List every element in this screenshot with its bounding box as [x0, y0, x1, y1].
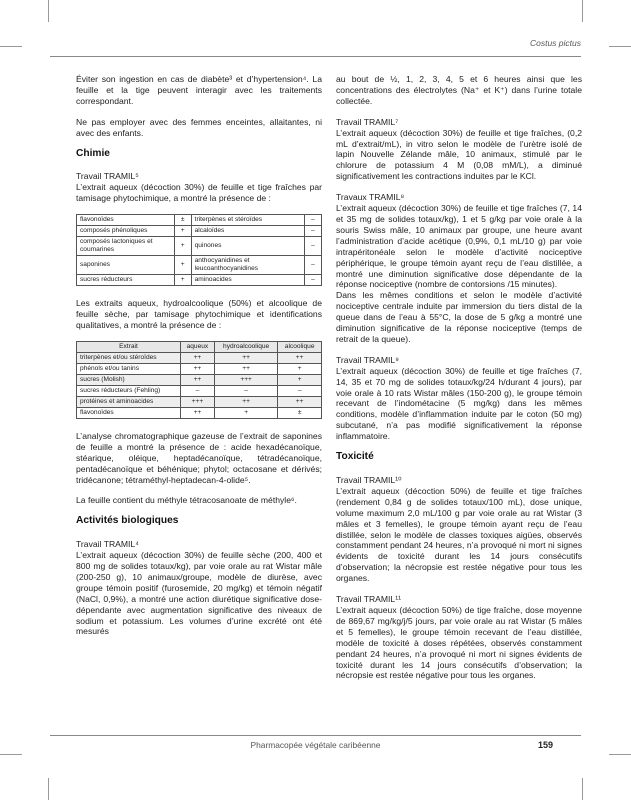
table-row — [77, 226, 322, 237]
section-heading-toxicite: Toxicité — [336, 451, 374, 463]
page-number: 159 — [537, 740, 553, 750]
table-cell: + — [278, 374, 322, 385]
table-row — [77, 374, 322, 385]
table-cell: ++ — [180, 363, 214, 374]
table-cell: triterpènes et/ou stéroïdes — [77, 352, 181, 363]
table-cell: saponines — [77, 256, 175, 275]
table-cell: flavonoïdes — [77, 215, 175, 226]
phytochemical-table — [76, 214, 322, 286]
table-cell: – — [180, 385, 214, 396]
table-cell: + — [174, 256, 191, 275]
header-rule — [50, 56, 581, 57]
table-cell: sucres réducteurs (Fehling) — [77, 385, 181, 396]
table-cell: sucres réducteurs — [77, 275, 175, 286]
table-cell: – — [278, 385, 322, 396]
table-cell: + — [174, 237, 191, 256]
table-cell: ++ — [180, 374, 214, 385]
crop-mark — [0, 46, 22, 47]
extracts-paragraph: Les extraits aqueux, hydroalcoolique (50%) et alcoolique de feuille sèche, par tamisage phytochimique et identifications qualitatives, a montré la présence de : — [76, 298, 322, 330]
running-title: Costus pictus — [529, 38, 581, 48]
crop-mark — [0, 754, 22, 755]
crop-mark — [582, 778, 583, 800]
study-paragraph: L’extrait aqueux (décoction 50%) de tige fraîche, dose moyenne de 869,67 mg/kg/j/5 jours, par voie orale au rat Wistar (5 mâles et 5 femelles), le groupe témoin recevant de l’eau distillée, modèle de toxicité à doses répétées, observés constamment pendant 24 heures, n’a provoqué ni mort ni signes évidents de toxicité durant les 14 jours consécutifs d’observation; la nécropsie est restée négative pour tous les organes. — [336, 604, 582, 681]
table-row — [77, 396, 322, 407]
study-paragraph: L’extrait aqueux (décoction 30%) de feuille et tige fraîches, (0,2 mL d’extrait/mL), in vitro selon le modèle de l’urètre isolé de lapin Nouvelle Zélande mâle, 10 animaux, stimulé par le chlorure de potassium 4 M (0,08 mM/L), a diminué significativement les contractions induites par le KCl. — [336, 127, 582, 182]
table-row — [77, 363, 322, 374]
table-cell: ++ — [278, 396, 322, 407]
table-cell: protéines et aminoacides — [77, 396, 181, 407]
diuretic-paragraph: L’extrait aqueux (décoction 30%) de feuille sèche (200, 400 et 800 mg de solides totaux/kg), par voie orale au rat Wistar mâle (200-250 g), 10 animaux/groupe, modèle de diurèse, avec groupe témoin positif (furosemide, 20 mg/kg) et témoin négatif (NaCl, 0,9%), a montré une action diurétique significative dose-dépendante avec augmentation significative des niveaux de sodium et potassium. Les volumes d’urine excrété ont été mesurés — [76, 550, 322, 637]
table-row — [77, 237, 322, 256]
table-cell: phénols et/ou tanins — [77, 363, 181, 374]
study-paragraph: L’extrait aqueux (décoction 30%) de feuille et tige fraîches (7, 14, 35 et 70 mg de solides totaux/kg/24 h/durant 4 jours), par voie orale à 10 rats Wistar mâles (150-200 g), le groupe témoin recevant de l’indométacine (5 mg/kg) dans les mêmes conditions, modèle d’inflammation induite par le coton (50 mg) subcutané, n’a pas modifié significativement la réponse inflammatoire. — [336, 365, 582, 442]
study-label: Travaux TRAMIL⁸ — [336, 192, 405, 203]
table-cell: ± — [278, 407, 322, 418]
table-cell: – — [305, 237, 322, 256]
table-cell: ++ — [214, 363, 277, 374]
table-cell: composés lactoniques et coumarines — [77, 237, 175, 256]
table-cell: sucres (Molish) — [77, 374, 181, 385]
table-cell: ± — [174, 215, 191, 226]
study-paragraph: Dans les mêmes conditions et selon le modèle d’activité nociceptive centrale induite par immersion du tiers distal de la queue dans de l’eau à 55°C, la dose de 5 g/kg a montré une diminution significative de la réponse nociceptive (temps de retrait de la queue). — [336, 290, 582, 344]
table-cell: ++ — [278, 352, 322, 363]
table-cell: – — [305, 215, 322, 226]
table-row — [77, 275, 322, 286]
table-cell: + — [174, 226, 191, 237]
study-label: Travail TRAMIL⁷ — [336, 116, 399, 127]
left-column — [76, 74, 322, 647]
column-header: alcoolique — [278, 341, 322, 352]
study-label: Travail TRAMIL¹¹ — [336, 594, 401, 605]
chimie-intro: L’extrait aqueux (décoction 30%) de feuille et tige fraîches par tamisage phytochimique, a montré la présence de : — [76, 182, 322, 204]
table-cell: ++ — [180, 352, 214, 363]
table-cell: – — [305, 226, 322, 237]
continuation-paragraph: au bout de ½, 1, 2, 3, 4, 5 et 6 heures ainsi que les concentrations des électrolytes (Na⁺ et K⁺) dans l’urine totale collectée. — [336, 74, 582, 106]
table-cell: alcaloïdes — [191, 226, 304, 237]
study-paragraph: L’extrait aqueux (décoction 50%) de feuille et tige fraîches (rendement 0,84 g de solides totaux/100 mL), dose unique, volume maximum 2,0 mL/100 g par voie orale au rat Wistar (3 mâles et 3 femelles), le groupe témoin ayant reçu de l’eau distillée, selon le modèle de classes toxiques aigües, observés constamment pendant 24 heures, n’a provoqué ni mort ni signes évidents de toxicité durant les 14 jours consécutifs d’observation; la nécropsie est restée négative pour tous les organes. — [336, 485, 582, 584]
study-label: Travail TRAMIL⁵ — [76, 171, 139, 182]
crop-mark — [48, 778, 49, 800]
study-label: Travail TRAMIL⁹ — [336, 354, 399, 365]
table-cell: + — [278, 363, 322, 374]
footer-title: Pharmacopée végétale caribéenne — [250, 740, 381, 750]
table-cell: +++ — [214, 374, 277, 385]
table-cell: +++ — [180, 396, 214, 407]
table-cell: – — [305, 256, 322, 275]
study-label: Travail TRAMIL⁴ — [76, 539, 139, 550]
table-cell: triterpènes et stéroïdes — [191, 215, 304, 226]
column-header: hydroalcoolique — [214, 341, 277, 352]
study-paragraph: L’extrait aqueux (décoction 30%) de feuille et tige fraîches (7, 14 et 35 mg de solides totaux/kg), 1 et 5 g/kg par voie orale à la souris Swiss mâle, 10 animaux par groupe, une heure avant l’administration d’acide acétique (0,9%, 0,1 mL/10 g) par voie intrapéritonéale selon le modèle d’activité nociceptive périphérique, le groupe témoin ayant reçu de l’eau distillée, a montré une diminution significative dose dépendante de la réponse nociceptive (nombre de contorsions /15 minutes). — [336, 203, 582, 290]
table-cell: – — [305, 275, 322, 286]
table-row — [77, 215, 322, 226]
crop-mark — [609, 46, 631, 47]
study-label: Travail TRAMIL¹⁰ — [336, 475, 402, 485]
column-header: aqueux — [180, 341, 214, 352]
table-cell: – — [214, 385, 277, 396]
table-cell: composés phénoliques — [77, 226, 175, 237]
precaution-paragraph: Éviter son ingestion en cas de diabète³ et d’hypertension⁴. La feuille et la tige peuvent interagir avec les traitements correspondant. — [76, 74, 322, 106]
table-cell: flavonoïdes — [77, 407, 181, 418]
table-cell: quinones — [191, 237, 304, 256]
table-cell: ++ — [214, 396, 277, 407]
section-heading-activites: Activités biologiques — [76, 515, 179, 527]
table-cell: ++ — [214, 352, 277, 363]
contraindication-paragraph: Ne pas employer avec des femmes enceintes, allaitantes, ni avec des enfants. — [76, 116, 322, 138]
table-row — [77, 256, 322, 275]
column-header: Extrait — [77, 341, 181, 352]
table-cell: aminoacides — [191, 275, 304, 286]
crop-mark — [609, 754, 631, 755]
table-header-row — [77, 341, 322, 352]
extracts-table — [76, 341, 322, 419]
right-column — [336, 74, 582, 691]
table-cell: + — [214, 407, 277, 418]
table-row — [77, 385, 322, 396]
chromatography-paragraph: L’analyse chromatographique gazeuse de l’extrait de saponines de feuille a montré la présence de : acide hexadécanoïque, stéarique, oléique, heptadécanoïque, tétradécanoïque, pentadécanoïque et béhénique; phytol; octacosane et dérivés; tridécanone; tétraméthyl-heptadecan-4-olide⁵. — [76, 430, 322, 485]
table-cell: + — [174, 275, 191, 286]
table-cell: ++ — [180, 407, 214, 418]
footer-rule — [50, 735, 581, 736]
section-heading-chimie: Chimie — [76, 147, 110, 159]
table-row — [77, 407, 322, 418]
leaf-content-paragraph: La feuille contient du méthyle tétracosanoate de méthyle⁶. — [76, 495, 297, 506]
crop-mark — [582, 0, 583, 22]
crop-mark — [48, 0, 49, 22]
table-row — [77, 352, 322, 363]
table-cell: anthocyanidines et leucoanthocyanidines — [191, 256, 304, 275]
